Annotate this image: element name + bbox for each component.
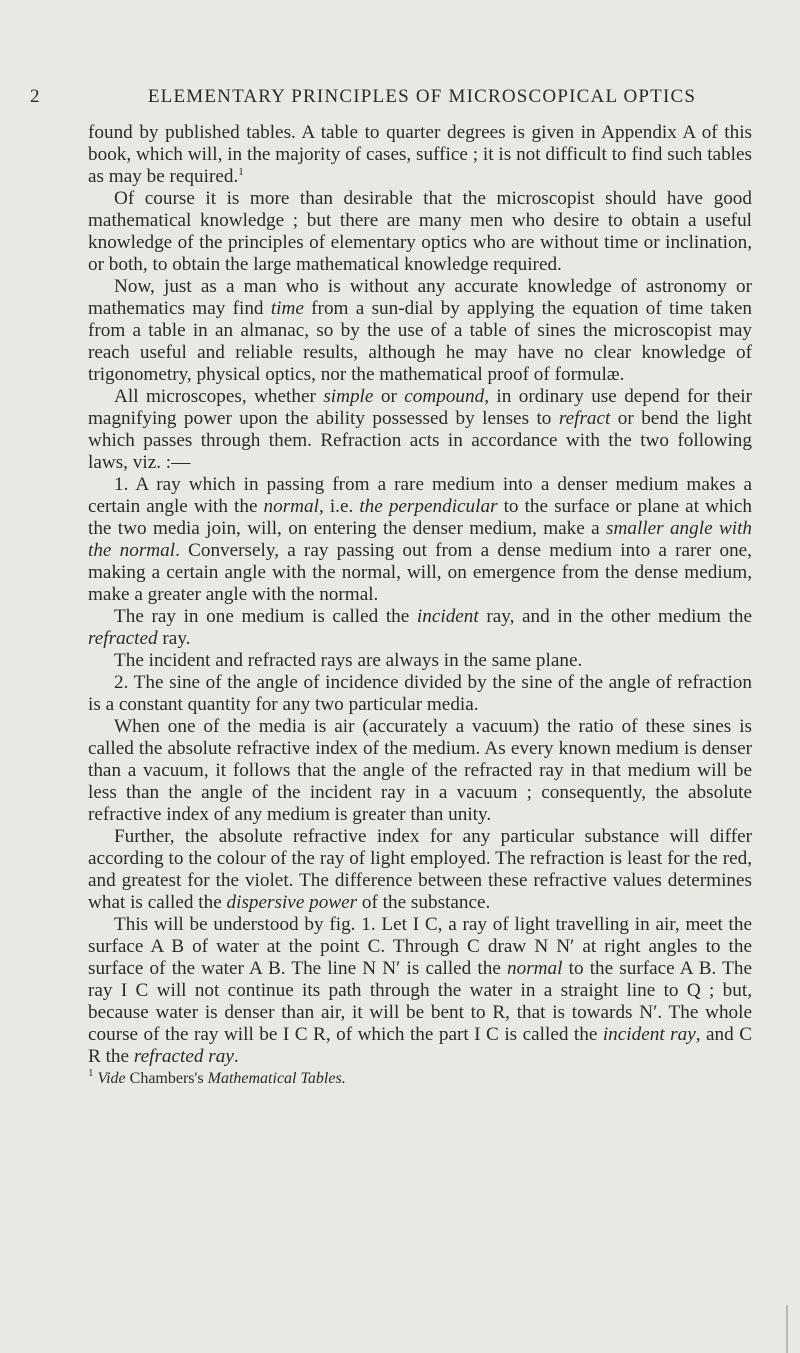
paragraph-9: When one of the media is air (accurately a vacuum) the ratio of these sines is called the absolute refractive index of the medium. As every known medium is denser than a vacuum, it follows that the angle of the refracted ray in that medium will be less than the angle of the incident ray in a vacuum ; consequently, the absolute refractive index of any medium is greater than unity. <box>88 716 752 825</box>
footnote-mark: 1 <box>88 1067 94 1079</box>
running-header <box>30 86 754 108</box>
paragraph-3: Now, just as a man who is without any accurate knowledge of astronomy or mathematics may find time from a sun-dial by applying the equation of time taken from a table in an almanac, so by the use of a table of sines the microscopist may reach useful and reliable results, although he may have no clear knowledge of trigonometry, physical optics, nor the mathematical proof of formulæ. <box>88 276 752 385</box>
paragraph-10: Further, the absolute refractive index for any particular substance will differ according to the colour of the ray of light employed. The refraction is least for the red, and greatest for the violet. The difference between these refractive values determines what is called the dispersive power of the substance. <box>88 826 752 913</box>
body-text <box>88 122 752 1090</box>
paragraph-11: This will be understood by fig. 1. Let I C, a ray of light travelling in air, meet the surface A B of water at the point C. Through C draw N N′ at right angles to the surface of the water A B. The line N N′ is called the normal to the surface A B. The ray I C will not continue its path through the water in a straight line to Q ; but, because water is denser than air, it will be bent to R, that is towards N′. The whole course of the ray will be I C R, of which the part I C is called the incident ray, and C R the refracted ray. <box>88 914 752 1067</box>
page-number: 2 <box>30 86 41 107</box>
law-1-paragraph: 1. A ray which in passing from a rare medium into a denser medium makes a certain angle with the normal, i.e. the perpendicular to the surface or plane at which the two media join, will, on entering the denser medium, make a smaller angle with the normal. Conversely, a ray passing out from a dense medium into a rarer one, making a certain angle with the normal, will, on emergence from the dense medium, make a greater angle with the normal. <box>88 474 752 605</box>
paragraph-7: The incident and refracted rays are always in the same plane. <box>114 650 583 671</box>
footnote: $^1$ Vide Chambers's Mathematical Tables. <box>88 1067 346 1087</box>
page-edge-mark <box>786 1305 788 1353</box>
paragraph-2: Of course it is more than desirable that the microscopist should have good mathematical knowledge ; but there are many men who desire to obtain a useful knowledge of the principles of elementary optics who are without time or inclination, or both, to obtain the large mathematical knowledge required. <box>88 188 752 275</box>
law-2-paragraph: 2. The sine of the angle of incidence divided by the sine of the angle of refraction is a constant quantity for any two particular media. <box>88 672 752 715</box>
paragraph-6: The ray in one medium is called the incident ray, and in the other medium the refracted ray. <box>88 606 752 649</box>
paragraph-1: found by published tables. A table to quarter degrees is given in Appendix A of this book, which will, in the majority of cases, suffice ; it is not difficult to find such tables as may be required.$^1$ <box>88 122 752 187</box>
running-title: ELEMENTARY PRINCIPLES OF MICROSCOPICAL OPTICS <box>147 86 697 107</box>
footnote-ref: 1 <box>238 166 244 178</box>
paragraph-4: All microscopes, whether simple or compound, in ordinary use depend for their magnifying power upon the ability possessed by lenses to refract or bend the light which passes through them. Refraction acts in accordance with the two following laws, viz. :— <box>88 386 753 473</box>
